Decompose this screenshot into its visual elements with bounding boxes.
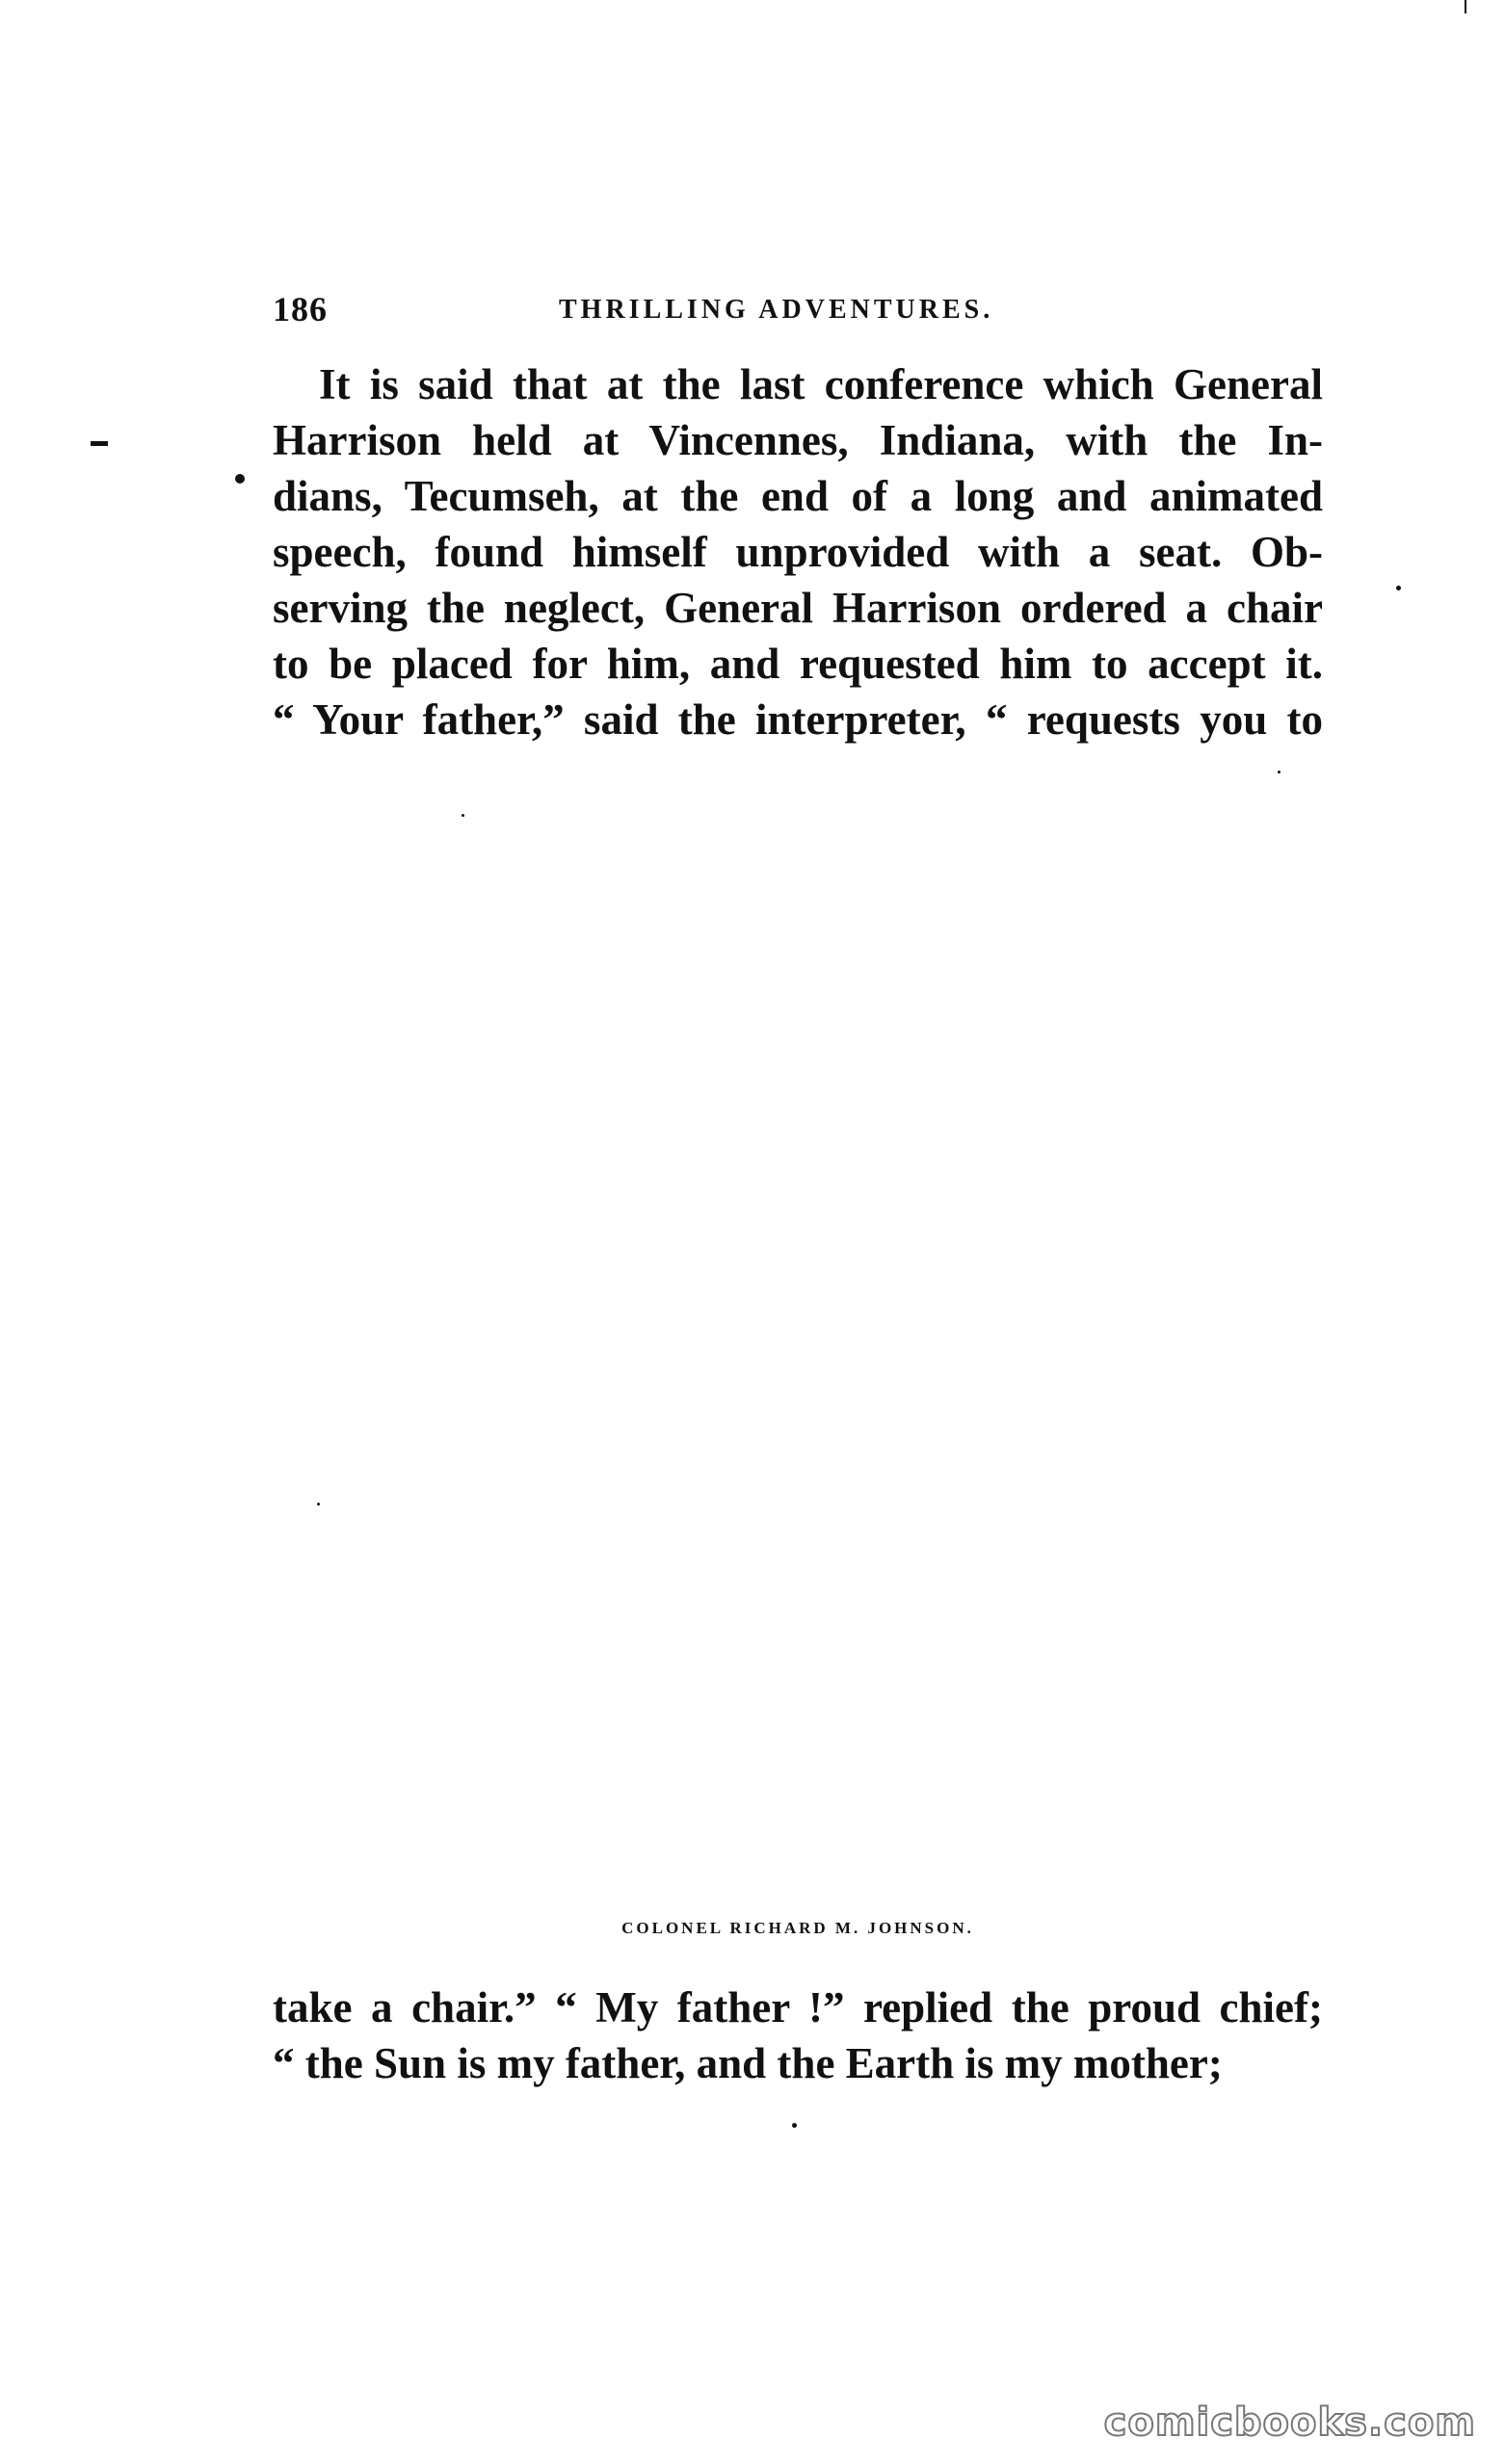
print-speck — [462, 814, 464, 817]
page-number: 186 — [273, 290, 328, 328]
illustration-area — [273, 790, 1323, 1888]
text-line: “ the Sun is my father, and the Earth is my mother; — [273, 2039, 1223, 2087]
text-line: Harrison held at Vincennes, Indiana, with the In- — [273, 416, 1323, 464]
text-line: It is said that at the last conference which General — [319, 360, 1323, 408]
print-speck — [1465, 0, 1466, 13]
text-line: to be placed for him, and requested him to accept it. — [273, 640, 1323, 688]
running-title: THRILLING ADVENTURES. — [559, 295, 994, 325]
body-text-bottom — [273, 1979, 1323, 2091]
margin-dash — [91, 441, 108, 446]
text-line: take a chair.” “ My father !” replied the proud chief; — [273, 1983, 1323, 2031]
body-text-top — [273, 356, 1323, 747]
print-speck — [235, 474, 245, 484]
running-head — [273, 289, 1323, 337]
text-line: “ Your father,” said the interpreter, “ requests you to — [273, 695, 1323, 744]
print-speck — [317, 1503, 320, 1506]
text-line: dians, Tecumseh, at the end of a long and animated — [273, 472, 1323, 520]
text-line: serving the neglect, General Harrison ordered a chair — [273, 584, 1323, 632]
illustration-caption: COLONEL RICHARD M. JOHNSON. — [621, 1919, 974, 1937]
watermark-logo: comicbooks.com — [1103, 2400, 1476, 2445]
print-speck — [792, 2123, 797, 2128]
print-speck — [1396, 586, 1401, 590]
print-speck — [1278, 771, 1281, 773]
text-line: speech, found himself unprovided with a seat. Ob- — [273, 528, 1323, 576]
